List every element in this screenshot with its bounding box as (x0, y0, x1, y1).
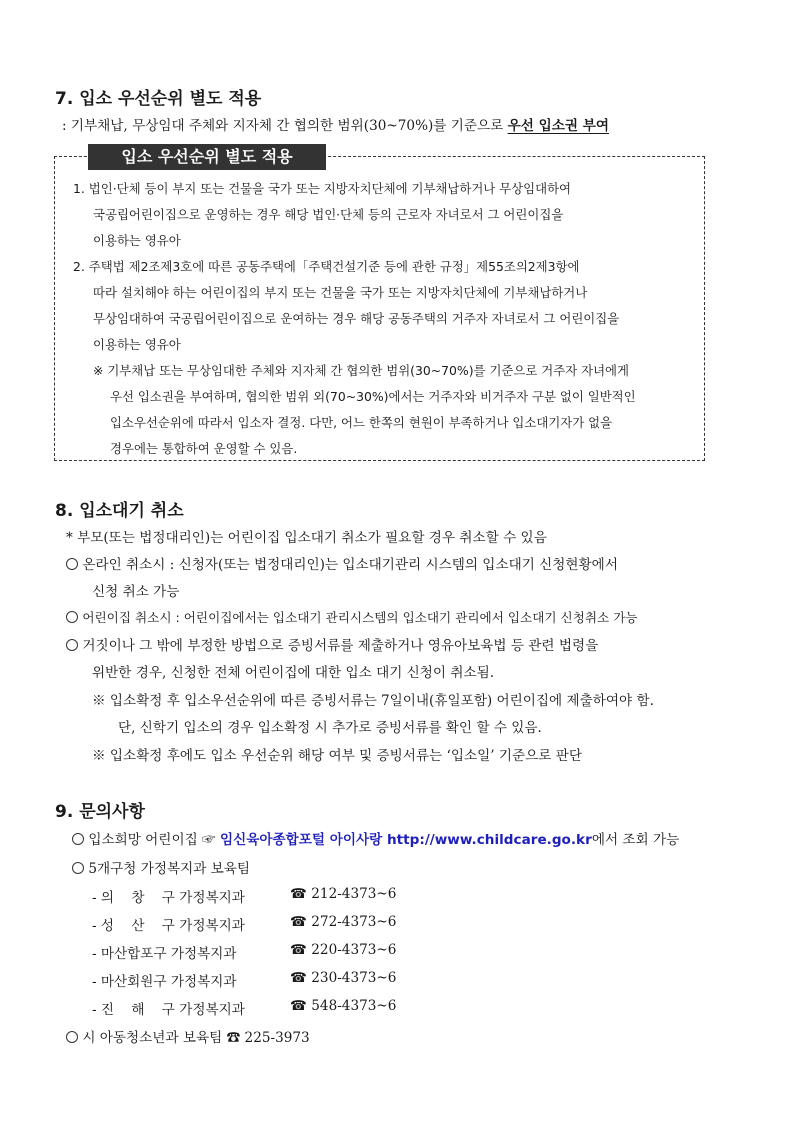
box-line-3: 이용하는 영유아 (93, 233, 181, 248)
section-7-title: 7. 입소 우선순위 별도 적용 (55, 89, 262, 109)
s9-last-line: 시 아동청소년과 보육팀 ☎ 225-3973 (66, 1026, 310, 1046)
phone-icon: ☎ (290, 886, 307, 902)
s8-line-1: * 부모(또는 법정대리인)는 어린이집 입소대기 취소가 필요할 경우 취소할 수 있음 (66, 530, 547, 546)
contact-name-2: - 성 산 구 가정복지과 (92, 918, 245, 934)
box-note-2: 우선 입소권을 부여하며, 협의한 범위 외(70~30%)에서는 거주자와 비거주자 구분 없이 일반적인 (110, 389, 636, 404)
box-line-6: 무상임대하여 국공립어린이집으로 운여하는 경우 해당 공동주택의 거주자 자녀로서 그 어린이집을 (93, 311, 620, 326)
priority-box-title: 입소 우선순위 별도 적용 (88, 144, 326, 170)
s8-line-5: 거짓이나 그 밖에 부정한 방법으로 증빙서류를 제출하거나 영유아보육법 등 관련 법령을 (66, 634, 598, 654)
s8-line-7: ※ 입소확정 후 입소우선순위에 따른 증빙서류는 7일이내(휴일포함) 어린이집에 제출하여야 함. (92, 693, 654, 709)
section-9-title: 9. 문의사항 (55, 802, 145, 822)
circle-bullet-icon (72, 833, 84, 845)
s9-line-2: 5개구청 가정복지과 보육팀 (72, 857, 250, 877)
phone-icon: ☎ (290, 970, 307, 986)
s8-line-2: 온라인 취소시 : 신청자(또는 법정대리인)는 입소대기관리 시스템의 입소대기 신청현황에서 (66, 553, 618, 573)
childcare-portal-link[interactable]: 임신육아종합포털 아이사랑 http://www.childcare.go.kr (219, 832, 592, 848)
s8-line-9: ※ 입소확정 후에도 입소 우선순위 해당 여부 및 증빙서류는 ‘입소일’ 기준으로 판단 (92, 748, 582, 764)
contact-phone-3: ☎ 220-4373~6 (290, 942, 397, 958)
box-line-1: 1. 법인·단체 등이 부지 또는 건물을 국가 또는 지방자치단체에 기부채납하거나 무상임대하여 (73, 181, 572, 196)
circle-bullet-icon (72, 862, 84, 874)
contact-phone-4: ☎ 230-4373~6 (290, 970, 397, 986)
contact-name-3: - 마산합포구 가정복지과 (92, 946, 237, 962)
contact-phone-5: ☎ 548-4373~6 (290, 998, 397, 1014)
circle-bullet-icon (66, 639, 78, 651)
s8-line-4: 어린이집 취소시 : 어린이집에서는 입소대기 관리시스템의 입소대기 관리에서 입소대기 신청취소 가능 (66, 607, 638, 626)
contact-phone-2: ☎ 272-4373~6 (290, 914, 397, 930)
phone-icon: ☎ (290, 942, 307, 958)
box-note-4: 경우에는 통합하여 운영할 수 있음. (110, 441, 298, 456)
circle-bullet-icon (66, 1031, 78, 1043)
s8-line-8: 단, 신학기 입소의 경우 입소확정 시 추가로 증빙서류를 확인 할 수 있음. (118, 720, 542, 736)
box-note-3: 입소우선순위에 따라서 입소자 결정. 다만, 어느 한쪽의 현원이 부족하거나 입소대기자가 없을 (110, 415, 613, 430)
box-line-7: 이용하는 영유아 (93, 337, 181, 352)
box-line-4: 2. 주택법 제2조제3호에 따른 공동주택에「주택건설기준 등에 관한 규정」제55조의2제3항에 (73, 259, 580, 274)
s8-line-3: 신청 취소 가능 (92, 584, 180, 600)
section-8-title: 8. 입소대기 취소 (55, 501, 184, 521)
contact-name-5: - 진 해 구 가정복지과 (92, 1002, 245, 1018)
box-note-1: ※ 기부채납 또는 무상임대한 주체와 지자체 간 협의한 범위(30~70%)를 기준으로 거주자 자녀에게 (93, 363, 629, 378)
circle-bullet-icon (66, 611, 78, 623)
s8-line-6: 위반한 경우, 신청한 전체 어린이집에 대한 입소 대기 신청이 취소됨. (92, 665, 495, 681)
phone-icon: ☎ (290, 998, 307, 1014)
priority-grant-emphasis: 우선 입소권 부여 (507, 118, 609, 134)
section-7-intro: : 기부채납, 무상임대 주체와 지자체 간 협의한 범위(30~70%)를 기준으로 우선 입소권 부여 (62, 118, 609, 134)
contact-name-4: - 마산회원구 가정복지과 (92, 974, 237, 990)
phone-icon: ☎ (226, 1030, 241, 1046)
box-line-5: 따라 설치해야 하는 어린이집의 부지 또는 건물을 국가 또는 지방자치단체에 기부채납하거나 (93, 285, 588, 300)
contact-phone-1: ☎ 212-4373~6 (290, 886, 397, 902)
box-line-2: 국공립어린이집으로 운영하는 경우 해당 법인·단체 등의 근로자 자녀로서 그 어린이집을 (93, 207, 564, 222)
s9-line-1: 입소희망 어린이집 ☞ 임신육아종합포털 아이사랑 http://www.childcare.go.kr에서 조회 가능 (72, 828, 679, 848)
phone-icon: ☎ (290, 914, 307, 930)
circle-bullet-icon (66, 558, 78, 570)
contact-name-1: - 의 창 구 가정복지과 (92, 890, 245, 906)
